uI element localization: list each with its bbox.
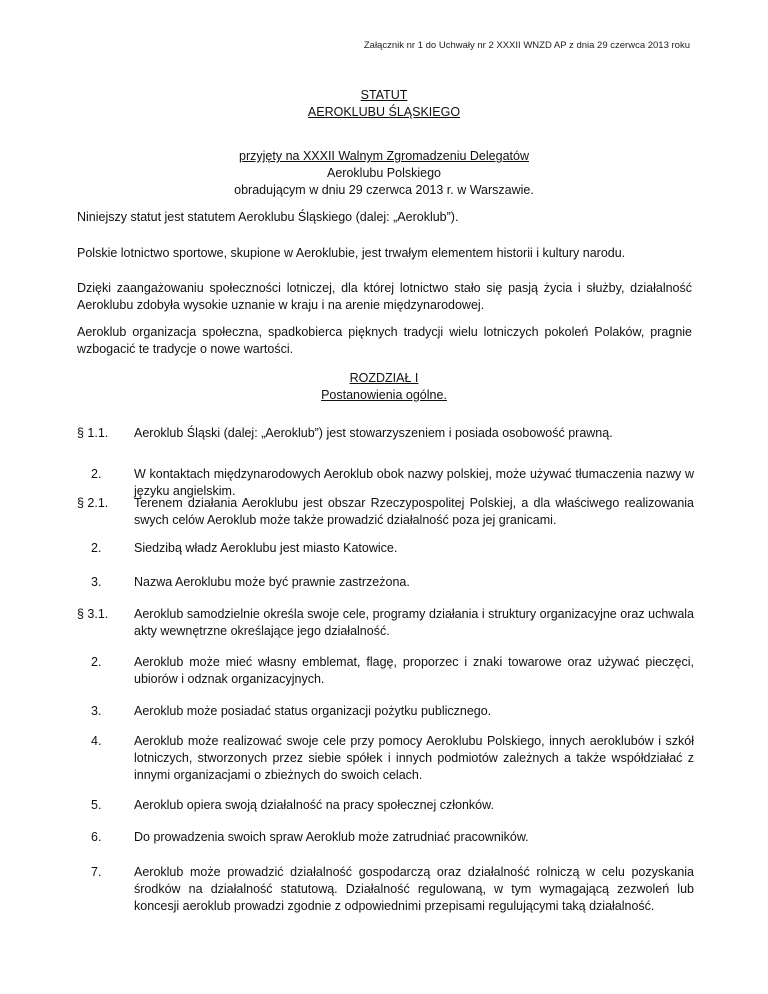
paragraph-number: 2. <box>91 655 102 669</box>
title-line-2: AEROKLUBU ŚLĄSKIEGO <box>307 105 461 119</box>
paragraph-text: Terenem działania Aeroklubu jest obszar Rzeczypospolitej Polskiej, a dla właściwego realizowania swych celów Aeroklub może także prowadzić działalność poza jej granicami. <box>134 496 694 527</box>
document-title <box>0 87 768 121</box>
paragraph-number: 3. <box>91 704 102 718</box>
adoption-note <box>0 148 768 199</box>
chapter-heading <box>0 370 768 404</box>
paragraph-number: 7. <box>91 865 102 879</box>
paragraph-text: Do prowadzenia swoich spraw Aeroklub może zatrudniać pracowników. <box>134 830 529 844</box>
chapter-title: Postanowienia ogólne. <box>321 388 447 402</box>
paragraph-text: Aeroklub może prowadzić działalność gospodarczą oraz działalność rolniczą w celu pozyskania środków na działalność statutową. Działalność regulowaną, w tym wymagającą zezwoleń lub koncesji aeroklub prowadzi zgodnie z odpowiednimi przepisami regulującymi taką działalność. <box>134 865 694 913</box>
paragraph-text: W kontaktach międzynarodowych Aeroklub obok nazwy polskiej, może używać tłumaczenia nazwy w języku angielskim. <box>134 467 694 498</box>
chapter-label: ROZDZIAŁ I <box>349 371 419 385</box>
preamble-paragraph: Niniejszy statut jest statutem Aeroklubu Śląskiego (dalej: „Aeroklub”). <box>77 210 459 224</box>
paragraph-number: § 3.1. <box>77 607 109 621</box>
paragraph-number: 5. <box>91 798 102 812</box>
adoption-line-1: przyjęty na XXXII Walnym Zgromadzeniu Delegatów <box>239 149 529 163</box>
attachment-header: Załącznik nr 1 do Uchwały nr 2 XXXII WNZD AP z dnia 29 czerwca 2013 roku <box>363 40 690 51</box>
paragraph-number: § 1.1. <box>77 426 109 440</box>
paragraph-text: Aeroklub może mieć własny emblemat, flagę, proporzec i znaki towarowe oraz używać pieczęci, ubiorów i odznak organizacyjnych. <box>134 655 694 686</box>
paragraph-text: Aeroklub może realizować swoje cele przy pomocy Aeroklubu Polskiego, innych aeroklubów i szkół lotniczych, stworzonych przez siebie spółek i innych podmiotów zależnych a także współdziałać z innymi organizacjami o zbieżnych do swoich celach. <box>134 734 694 782</box>
paragraph-text: Aeroklub opiera swoją działalność na pracy społecznej członków. <box>134 798 494 812</box>
paragraph-number: 4. <box>91 734 102 748</box>
preamble-paragraph: Polskie lotnictwo sportowe, skupione w Aeroklubie, jest trwałym elementem historii i kultury narodu. <box>77 246 626 260</box>
paragraph-number: 3. <box>91 575 102 589</box>
adoption-line-2: Aeroklubu Polskiego <box>327 166 441 180</box>
adoption-line-3: obradującym w dniu 29 czerwca 2013 r. w Warszawie. <box>234 183 534 197</box>
paragraph-number: 2. <box>91 467 102 481</box>
paragraph-number: 2. <box>91 541 102 555</box>
paragraph-text: Aeroklub może posiadać status organizacji pożytku publicznego. <box>134 704 492 718</box>
paragraph-number: § 2.1. <box>77 496 109 510</box>
paragraph-number: 6. <box>91 830 102 844</box>
paragraph-text: Siedzibą władz Aeroklubu jest miasto Katowice. <box>134 541 398 555</box>
paragraph-text: Aeroklub Śląski (dalej: „Aeroklub”) jest stowarzyszeniem i posiada osobowość prawną. <box>134 426 613 440</box>
preamble-paragraph: Dzięki zaangażowaniu społeczności lotniczej, dla której lotnictwo stało się pasją życia i służby, działalność Aeroklubu zdobyła wysokie uznanie w kraju i na arenie międzynarodowej. <box>77 281 692 312</box>
preamble-paragraph: Aeroklub organizacja społeczna, spadkobierca pięknych tradycji wielu lotniczych pokoleń Polaków, pragnie wzbogacić te tradycje o nowe wartości. <box>77 325 692 356</box>
title-line-1: STATUT <box>360 88 408 102</box>
paragraph-text: Nazwa Aeroklubu może być prawnie zastrzeżona. <box>134 575 410 589</box>
paragraph-text: Aeroklub samodzielnie określa swoje cele, programy działania i struktury organizacyjne oraz uchwala akty wewnętrzne określające jego działalność. <box>134 607 694 638</box>
